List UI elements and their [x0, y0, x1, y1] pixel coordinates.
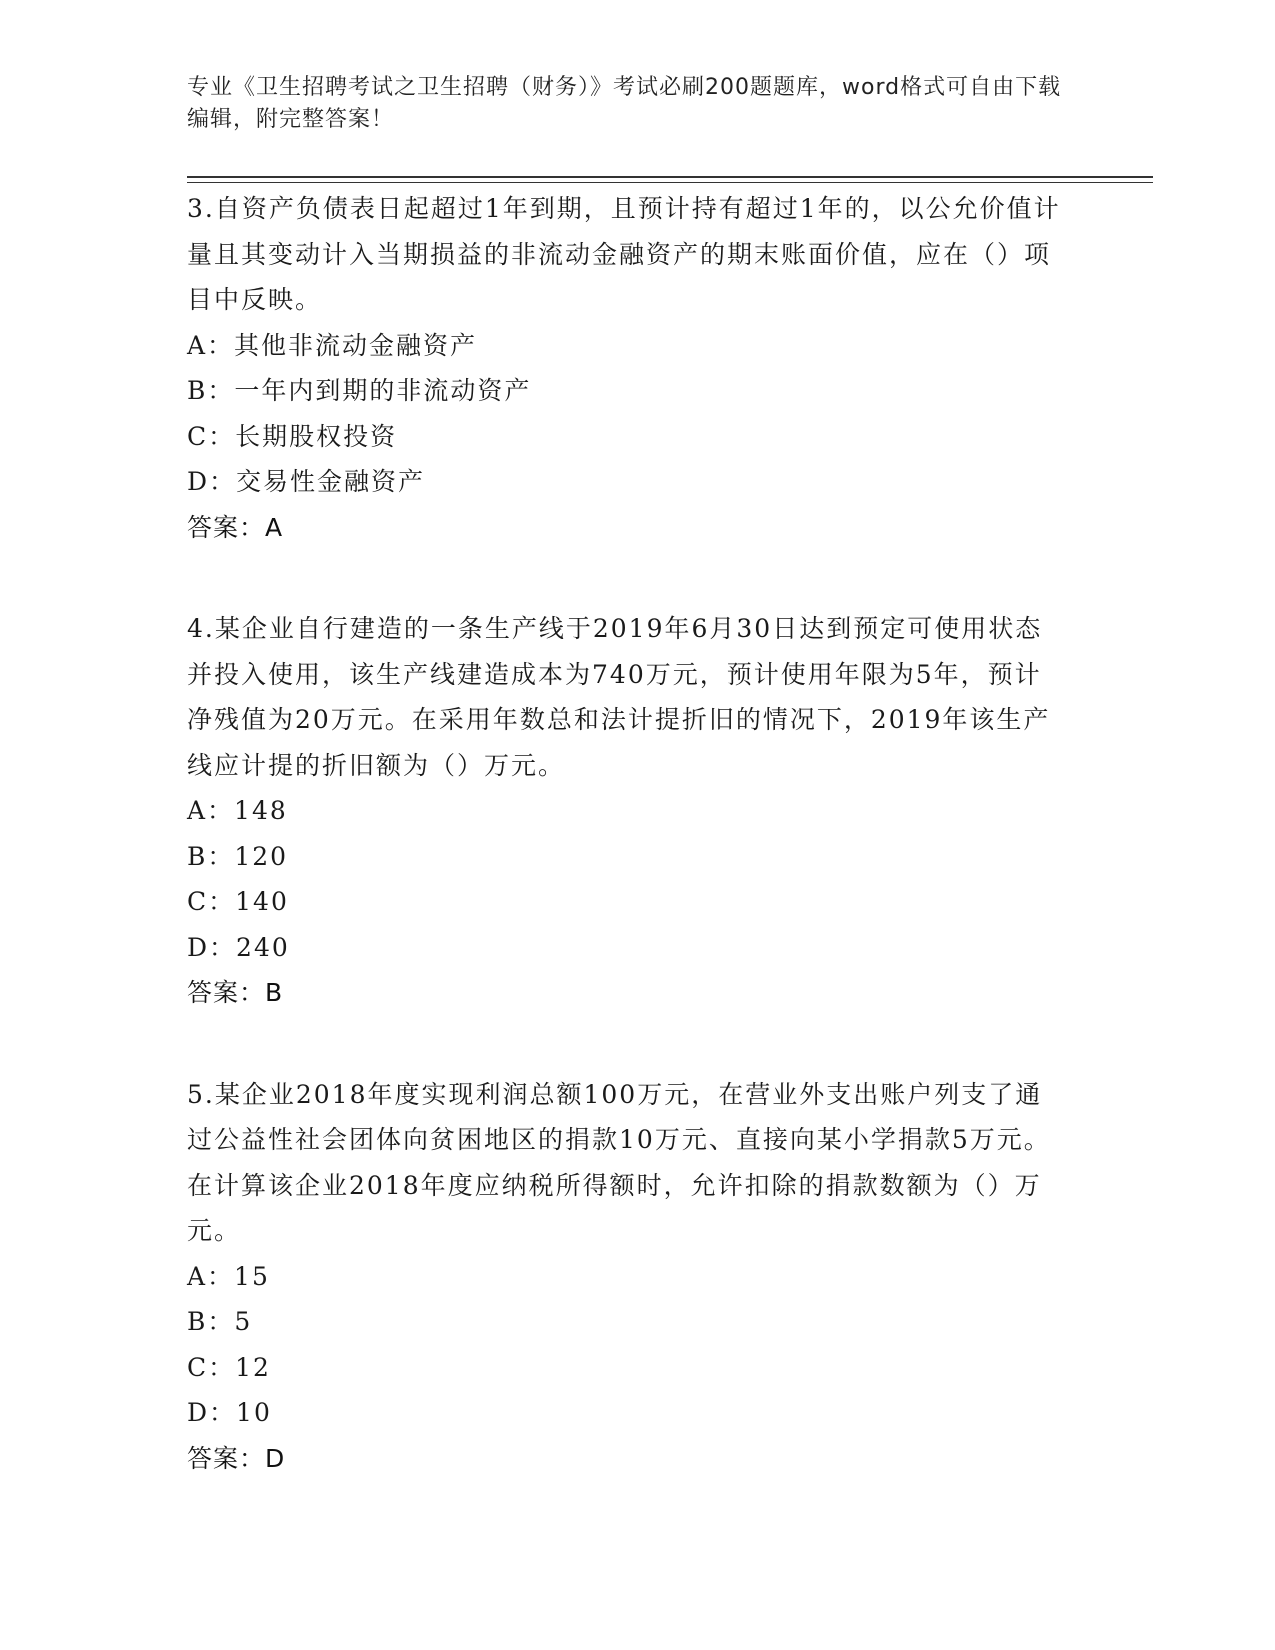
- option-b: B：一年内到期的非流动资产: [187, 376, 532, 405]
- question-4: [187, 606, 1067, 1016]
- option-a: A：其他非流动金融资产: [187, 330, 478, 360]
- question-5: [187, 1072, 1067, 1482]
- question-stem: 4.某企业自行建造的一条生产线于2019年6月30日达到预定可使用状态并投入使用，该生产线建造成本为740万元，预计使用年限为5年，预计净残值为20万元。在采用年数总和法计提折旧的情况下，2019年该生产线应计提的折旧额为（）万元。: [187, 614, 1051, 780]
- answer-line: 答案：A: [187, 512, 284, 542]
- question-3: [187, 186, 1067, 550]
- option-c: C：12: [187, 1352, 271, 1382]
- option-d: D：交易性金融资产: [187, 467, 426, 496]
- option-b: B：5: [187, 1307, 253, 1336]
- document-header: [187, 72, 1067, 136]
- option-a: A：15: [187, 1261, 270, 1291]
- answer-line: 答案：B: [187, 978, 284, 1007]
- answer-line: 答案：D: [187, 1443, 286, 1473]
- header-divider-thick: [187, 176, 1153, 178]
- option-c: C：长期股权投资: [187, 421, 398, 451]
- header-title: 专业《卫生招聘考试之卫生招聘（财务）》考试必刷200题题库，word格式可自由下载编辑，附完整答案！: [187, 75, 1062, 132]
- option-c: C：140: [187, 887, 289, 916]
- option-b: B：120: [187, 841, 289, 871]
- question-list: [187, 186, 1067, 1537]
- option-d: D：10: [187, 1398, 272, 1427]
- header-divider-thin: [187, 182, 1153, 183]
- question-stem: 5.某企业2018年度实现利润总额100万元，在营业外支出账户列支了通过公益性社会团体向贫困地区的捐款10万元、直接向某小学捐款5万元。在计算该企业2018年度应纳税所得额时，允许扣除的捐款数额为（）万元。: [187, 1079, 1051, 1245]
- question-stem: 3.自资产负债表日起超过1年到期，且预计持有超过1年的，以公允价值计量且其变动计入当期损益的非流动金融资产的期末账面价值，应在（）项目中反映。: [187, 194, 1061, 314]
- option-a: A：148: [187, 796, 288, 825]
- option-d: D：240: [187, 932, 290, 962]
